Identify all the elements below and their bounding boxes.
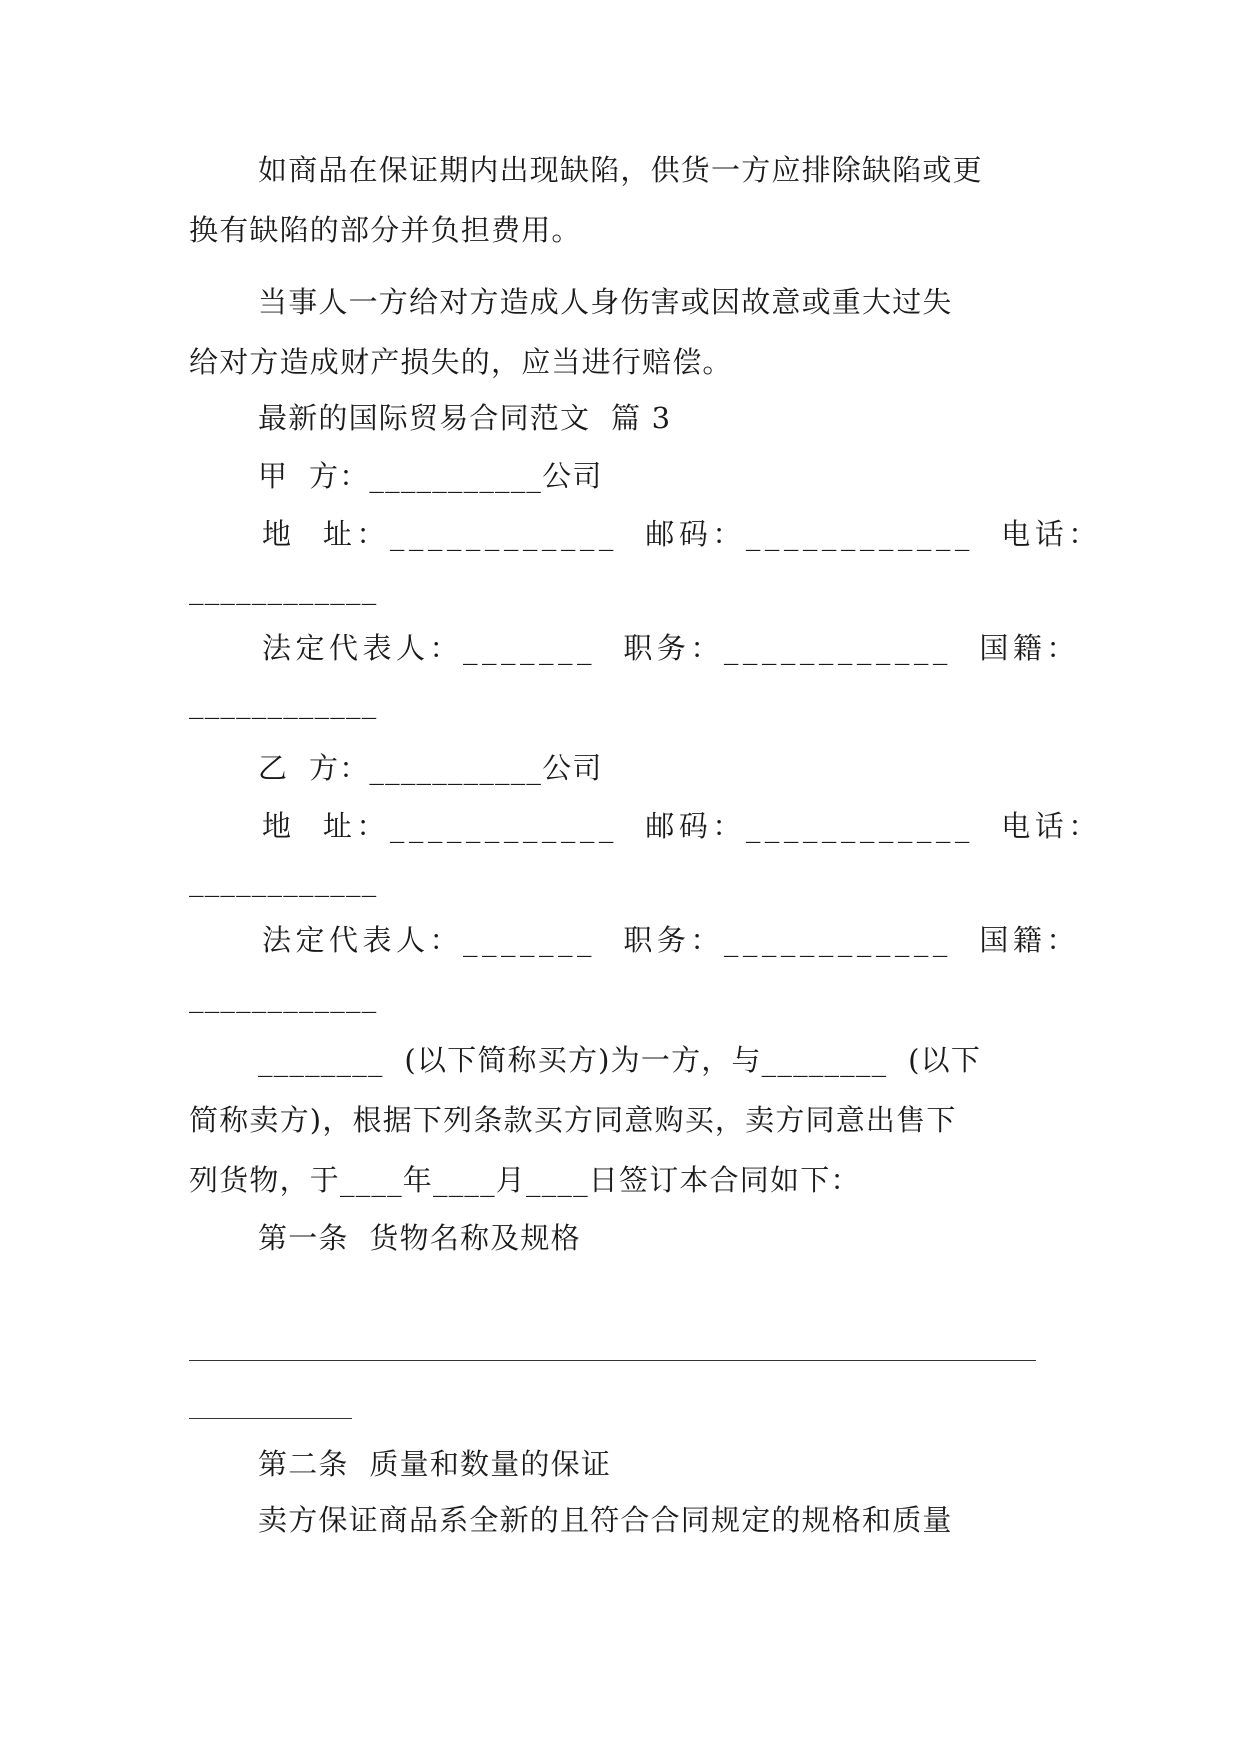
paragraph-warranty-line-2: 换有缺陷的部分并负担费用。 xyxy=(189,213,582,247)
party-b-address-cont: ____________ xyxy=(189,863,378,897)
intro-line-1: ________ (以下简称买方)为一方，与________ (以下 xyxy=(258,1043,982,1077)
paragraph-liability-line-1: 当事人一方给对方造成人身伤害或因故意或重大过失 xyxy=(258,285,953,319)
paragraph-liability-line-2: 给对方造成财产损失的，应当进行赔偿。 xyxy=(189,345,733,379)
party-b-representative: 法定代表人：_______ 职务：____________ 国籍： xyxy=(262,923,1080,957)
fill-in-blank-line-short xyxy=(189,1418,352,1419)
party-a-name: 甲 方：___________公司 xyxy=(258,459,603,493)
party-a-address: 地 址：____________ 邮码：____________ 电话： xyxy=(262,517,1102,551)
article-2-title: 第二条 质量和数量的保证 xyxy=(258,1447,612,1481)
party-b-name: 乙 方：___________公司 xyxy=(258,751,603,785)
article-1-title: 第一条 货物名称及规格 xyxy=(258,1221,581,1255)
intro-line-3: 列货物，于____年____月____日签订本合同如下： xyxy=(189,1163,861,1197)
party-a-representative-cont: ____________ xyxy=(189,685,378,719)
intro-line-2: 简称卖方)，根据下列条款买方同意购买，卖方同意出售下 xyxy=(189,1103,957,1137)
party-b-representative-cont: ____________ xyxy=(189,979,378,1013)
paragraph-warranty-line-1: 如商品在保证期内出现缺陷，供货一方应排除缺陷或更 xyxy=(258,153,983,187)
party-a-representative: 法定代表人：_______ 职务：____________ 国籍： xyxy=(262,631,1080,665)
party-a-address-cont: ____________ xyxy=(189,571,378,605)
party-b-address: 地 址：____________ 邮码：____________ 电话： xyxy=(262,809,1102,843)
article-2-text: 卖方保证商品系全新的且符合合同规定的规格和质量 xyxy=(258,1503,953,1537)
section-title: 最新的国际贸易合同范文 篇 3 xyxy=(258,401,672,435)
fill-in-blank-line xyxy=(189,1360,1036,1361)
